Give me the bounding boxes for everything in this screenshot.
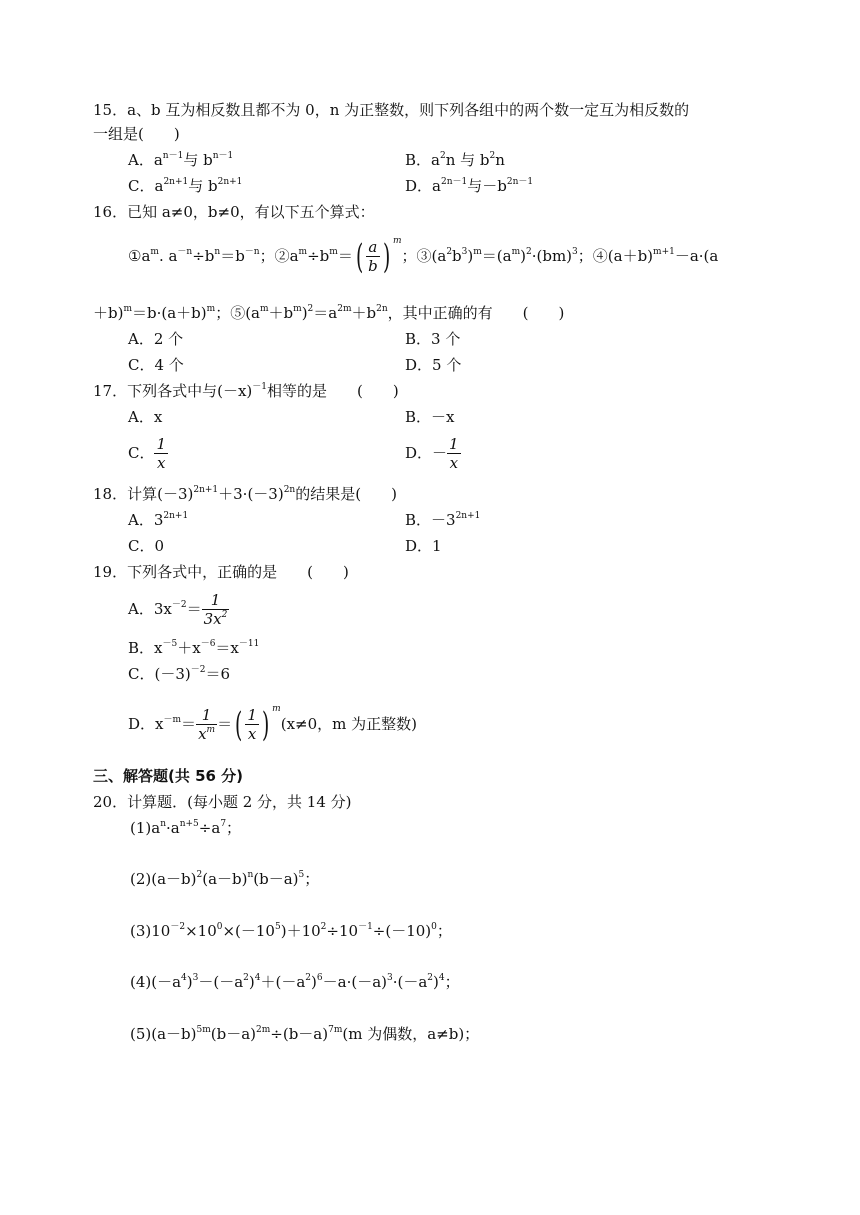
q16-option-c: C．4 个 [128, 356, 184, 374]
q17-option-d: D．－ $\frac{1}{x}$ [405, 434, 459, 472]
q15-stem-line2: 一组是( ) [93, 125, 180, 143]
q19-stem: 19．下列各式中，正确的是 ( ) [93, 563, 349, 581]
q17-option-a: A．x [128, 408, 163, 426]
q18-option-c: C．0 [128, 537, 165, 555]
q18-option-a: A．$3^{2n+1}$ [128, 511, 189, 529]
q16-option-b: B．3 个 [405, 330, 461, 348]
q20-part-1: $(1)a^n\cdot a^{n+5}\div a^7$； [130, 819, 242, 837]
q18-option-b: B．$-3^{2n+1}$ [405, 511, 481, 529]
q16-formula-line1: $①a^m$. $a^{-n}\div b^n=b^{-n}$；$②a^m\div b^m=$( $\frac{a}{b}$ ) $^m$；$③(a^2b^3)^m=(a^m)^2\cdot(bm)^3$；$④(a+b)^{m+1}-a\cdot(a$ [128, 236, 719, 277]
q16-option-d: D．5 个 [405, 356, 462, 374]
q16-fraction: $\frac{a}{b}$ [368, 237, 378, 275]
q16-option-a: A．2 个 [128, 330, 184, 348]
q18-stem: 18．计算$(-3)^{2n+1}+3\cdot(-3)^{2n}$的结果是( ) [93, 485, 397, 503]
q17-stem: 17．下列各式中与$(-x)^{-1}$相等的是 ( ) [93, 382, 399, 400]
q15-stem-line1: 15．a、b 互为相反数且都不为 0，n 为正整数，则下列各组中的两个数一定互为相反数的 [93, 101, 690, 119]
q20-part-2: $(2)(a-b)^2(a-b)^n(b-a)^5$； [130, 870, 320, 888]
q19-option-a: A．$3x^{-2}=$ $\frac{1}{3x^2}$ [128, 590, 228, 628]
q19-option-d: D．$x^{-m}=$ $\frac{1}{x^m}$ ＝( $\frac{1}{x}$ ) $^m$(x≠0，m 为正整数) [128, 704, 417, 745]
q15-option-c: C．$a^{2n+1}$与 $b^{2n+1}$ [128, 177, 243, 195]
q20-stem: 20．计算题．(每小题 2 分，共 14 分) [93, 793, 352, 811]
q15-option-d: D．$a^{2n-1}$与$-b^{2n-1}$ [405, 177, 534, 195]
q17-option-b: B．－x [405, 408, 455, 426]
q18-option-d: D．1 [405, 537, 442, 555]
q15-option-a: A．$a^{n-1}$与 $b^{n-1}$ [128, 151, 234, 169]
q15-option-b: B．$a^2n$ 与 $b^2n$ [405, 151, 505, 169]
q20-part-5: $(5)(a-b)^{5m}(b-a)^{2m}\div(b-a)^{7m}(m$ 为偶数，a≠b)； [130, 1025, 480, 1043]
q20-part-3: $(3)10^{-2}\times 10^0\times(-10^5)+10^2\div 10^{-1}\div(-10)^0$； [130, 922, 452, 940]
q19-option-b: B．$x^{-5}+x^{-6}=x^{-11}$ [128, 639, 260, 657]
q20-part-4: $(4)(-a^4)^3-(-a^2)^4+(-a^2)^6-a\cdot(-a)^3\cdot(-a^2)^4$； [130, 973, 460, 991]
section-3-heading: 三、解答题(共 56 分) [93, 767, 244, 785]
q16-formula-line2: $+b)^m=b\cdot(a+b)^m$；$⑤(a^m+b^m)^2=a^{2m}+b^{2n}$，其中正确的有 ( ) [93, 304, 565, 322]
q19-option-c: C．$(-3)^{-2}=6$ [128, 665, 231, 683]
q17-option-c: C． $\frac{1}{x}$ [128, 434, 167, 472]
q16-stem: 16．已知 a≠0，b≠0，有以下五个算式： [93, 203, 375, 221]
